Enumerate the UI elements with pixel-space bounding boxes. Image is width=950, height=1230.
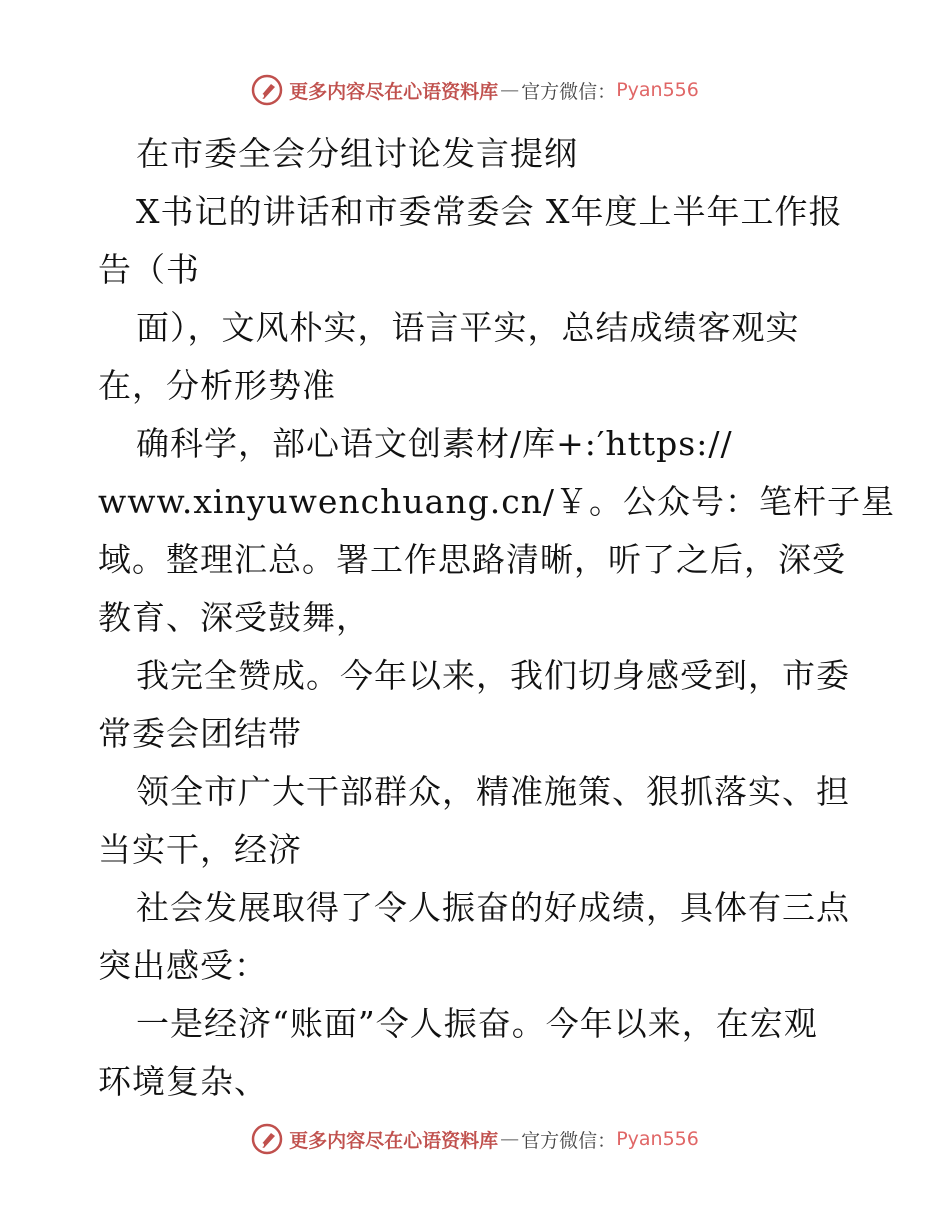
footer-wechat-label: 官方微信：: [521, 1129, 617, 1152]
footer-banner: [0, 1119, 950, 1159]
header-wechat-id: Pyan556: [616, 79, 699, 101]
document-line: www.xinyuwenchuang.cn/￥。公众号：笔杆子星: [98, 482, 896, 521]
document-line: 在，分析形势准: [98, 366, 336, 405]
document-line: 常委会团结带: [98, 714, 302, 753]
document-line: X书记的讲话和市委常委会 X年度上半年工作报: [136, 192, 843, 231]
document-line: 环境复杂、: [98, 1062, 268, 1101]
document-line: 当实干，经济: [98, 830, 302, 869]
footer-banner-separator: —: [500, 1128, 520, 1150]
header-banner-separator: —: [500, 79, 520, 101]
document-line: 确科学，部心语文创素材/库+:′https://: [136, 424, 733, 463]
header-banner: [0, 70, 950, 110]
header-banner-text: 更多内容尽在心语资料库: [289, 80, 499, 103]
document-line: 面），文风朴实，语言平实，总结成绩客观实: [136, 308, 800, 347]
document-line: 告（书: [98, 250, 200, 289]
document-line: 社会发展取得了令人振奋的好成绩，具体有三点: [136, 888, 850, 927]
header-wechat-label: 官方微信：: [521, 80, 617, 103]
footer-wechat-id: Pyan556: [616, 1128, 699, 1150]
pen-nib-icon: [251, 74, 283, 106]
document-line: 域。整理汇总。署工作思路清晰，听了之后，深受: [98, 540, 846, 579]
document-line: 突出感受：: [98, 946, 268, 985]
document-line: 在市委全会分组讨论发言提纲: [136, 134, 578, 173]
document-line: 一是经济“账面”令人振奋。今年以来，在宏观: [136, 1004, 818, 1043]
document-line: 教育、深受鼓舞，: [98, 598, 370, 637]
pen-nib-icon: [251, 1123, 283, 1155]
document-body: [98, 125, 896, 1111]
document-line: 领全市广大干部群众，精准施策、狠抓落实、担: [136, 772, 850, 811]
document-line: 我完全赞成。今年以来，我们切身感受到，市委: [136, 656, 850, 695]
footer-banner-text: 更多内容尽在心语资料库: [289, 1129, 499, 1152]
